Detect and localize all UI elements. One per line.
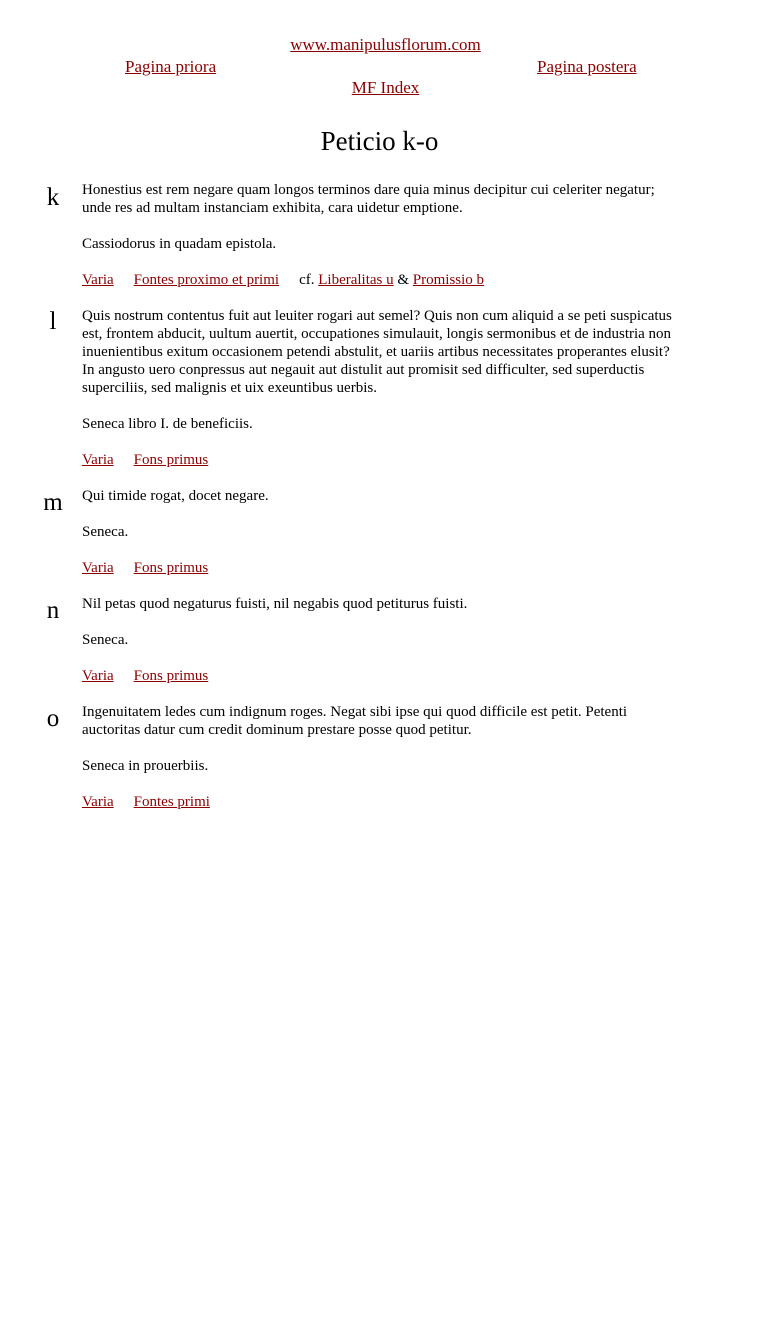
entry-body — [82, 703, 682, 811]
entry-source: Seneca. — [82, 632, 129, 648]
mf-index-link[interactable]: MF Index — [351, 78, 420, 97]
varia-link[interactable]: Varia — [82, 272, 114, 288]
entry-text: Qui timide rogat, docet negare. — [82, 488, 269, 504]
entry-source: Cassiodorus in quadam epistola. — [82, 236, 277, 252]
varia-link[interactable]: Varia — [82, 560, 114, 576]
entry-links — [82, 271, 682, 289]
entry-body — [82, 595, 682, 685]
previous-page-link[interactable]: Pagina priora — [125, 57, 217, 76]
entry-links — [82, 793, 682, 811]
fons-link[interactable]: Fons primus — [133, 452, 209, 468]
fons-link[interactable]: Fons primus — [133, 560, 209, 576]
entry-links — [82, 667, 682, 685]
varia-link[interactable]: Varia — [82, 668, 114, 684]
entry-links — [82, 559, 682, 577]
entry-source: Seneca. — [82, 524, 129, 540]
entry-body — [82, 307, 682, 469]
entry-source: Seneca libro I. de beneficiis. — [82, 416, 253, 432]
entry-letter: n — [46, 597, 60, 624]
entry-letter: l — [49, 308, 57, 335]
entry-letter: m — [43, 489, 63, 516]
site-home-link[interactable]: www.manipulusflorum.com — [290, 35, 481, 54]
page-title: Peticio k-o — [320, 126, 439, 156]
fontes-link[interactable]: Fontes proximo et primi — [133, 272, 280, 288]
entry-text: Nil petas quod negaturus fuisti, nil negabis quod petiturus fuisti. — [82, 596, 468, 612]
varia-link[interactable]: Varia — [82, 794, 114, 810]
entry-text: Ingenuitatem ledes cum indignum roges. Negat sibi ipse qui quod difficile est petit. Petenti auctoritas datur cum credit dominum prestare posse quod petitur. — [82, 704, 628, 738]
fontes-link[interactable]: Fontes primi — [133, 794, 210, 810]
fons-link[interactable]: Fons primus — [133, 668, 209, 684]
entry-text: Honestius est rem negare quam longos terminos dare quia minus decipitur cui celeriter negatur; unde res ad multam instanciam exhibita, cara uidetur emptione. — [82, 182, 655, 216]
entry-source: Seneca in prouerbiis. — [82, 758, 209, 774]
entry-body — [82, 181, 682, 289]
entry-text: Quis nostrum contentus fuit aut leuiter rogari aut semel? Quis non cum aliquid a se peti suspicatus est, frontem abducit, uultum auertit, occupationes simulauit, longis sermonibus et de industria non inuenientibus exitum occasionem petendi abstulit, et uariis artibus necessitates properantes elusit? In angusto uero conpressus aut negauit aut distulit aut promisit sed difficulter, sed superductis superciliis, sed malignis et uix exeuntibus uerbis. — [82, 308, 672, 396]
entry-body — [82, 487, 682, 577]
varia-link[interactable]: Varia — [82, 452, 114, 468]
cf-link-liberalitas[interactable]: Liberalitas u — [318, 272, 394, 288]
entry-letter: k — [46, 184, 60, 211]
next-page-link[interactable]: Pagina postera — [537, 57, 637, 76]
entry-letter: o — [46, 705, 60, 732]
cf-link-promissio[interactable]: Promissio b — [412, 272, 485, 288]
ampersand: & — [397, 272, 410, 288]
cf-label: cf. — [299, 272, 315, 288]
entry-links — [82, 451, 682, 469]
